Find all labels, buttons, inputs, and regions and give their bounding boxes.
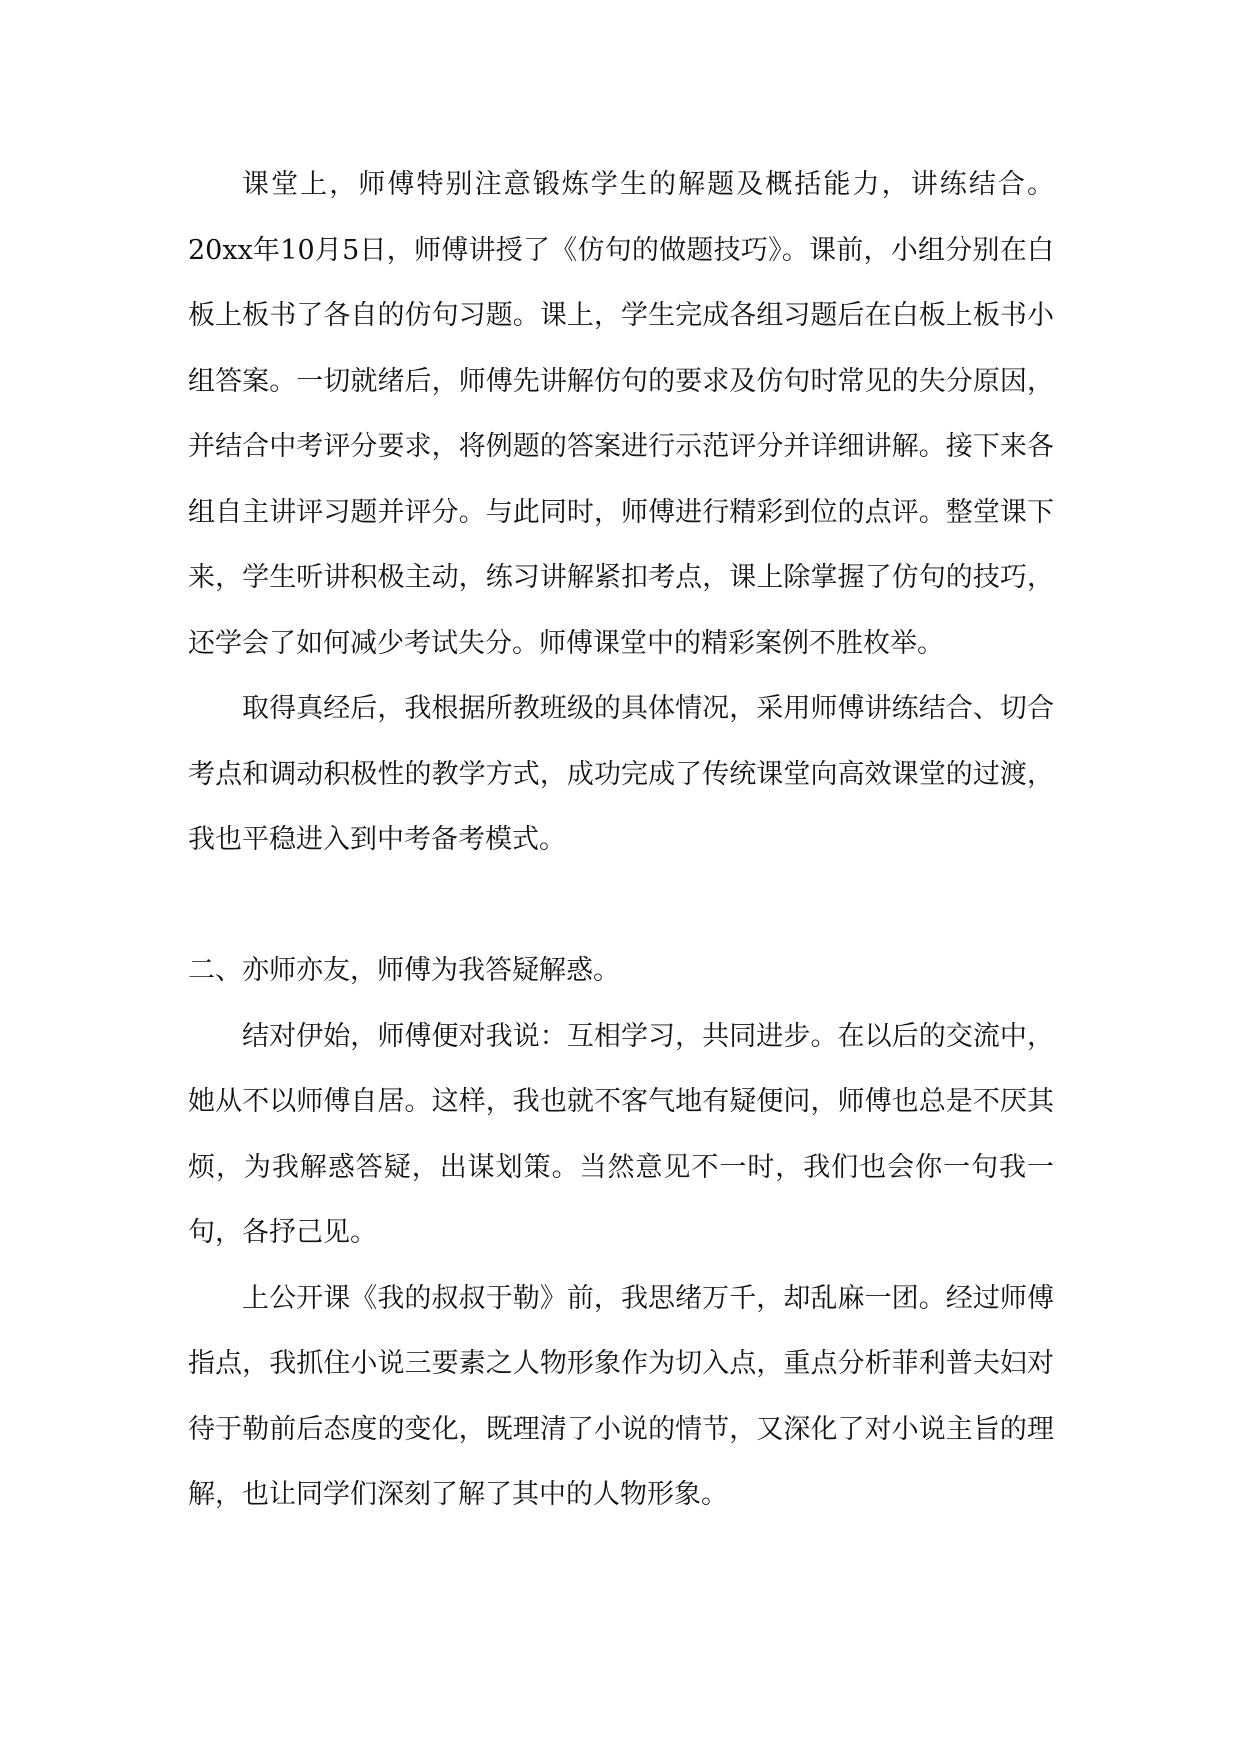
paragraph-teaching-practice: 课堂上，师傅特别注意锻炼学生的解题及概括能力，讲练结合。20xx年10月5日，师傅讲授了《仿句的做题技巧》。课前，小组分别在白板上板书了各自的仿句习题。课上，学生完成各组习题后在白板上板书小组答案。一切就绪后，师傅先讲解仿句的要求及仿句时常见的失分原因，并结合中考评分要求，将例题的答案进行示范评分并详细讲解。接下来各组自主讲评习题并评分。与此同时，师傅进行精彩到位的点评。整堂课下来，学生听讲积极主动，练习讲解紧扣考点，课上除掌握了仿句的技巧，还学会了如何减少考试失分。师傅课堂中的精彩案例不胜枚举。: [188, 169, 1054, 659]
paragraph-open-class: 上公开课《我的叔叔于勒》前，我思绪万千，却乱麻一团。经过师傅指点，我抓住小说三要素之人物形象作为切入点，重点分析菲利普夫妇对待于勒前后态度的变化，既理清了小说的情节，又深化了对小说主旨的理解，也让同学们深刻了解了其中的人物形象。: [188, 1282, 1054, 1510]
section-spacer: [188, 873, 1054, 939]
section-heading: 二、亦师亦友，师傅为我答疑解惑。: [188, 955, 620, 986]
paragraph-mentor-friend: 结对伊始，师傅便对我说：互相学习，共同进步。在以后的交流中，她从不以师傅自居。这样，我也就不客气地有疑便问，师傅也总是不厌其烦，为我解惑答疑，出谋划策。当然意见不一时，我们也会你一句我一句，各抒己见。: [188, 1020, 1054, 1248]
document-body: [188, 152, 1054, 1528]
paragraph-transition: 取得真经后，我根据所教班级的具体情况，采用师傅讲练结合、切合考点和调动积极性的教学方式，成功完成了传统课堂向高效课堂的过渡，我也平稳进入到中考备考模式。: [188, 693, 1054, 855]
